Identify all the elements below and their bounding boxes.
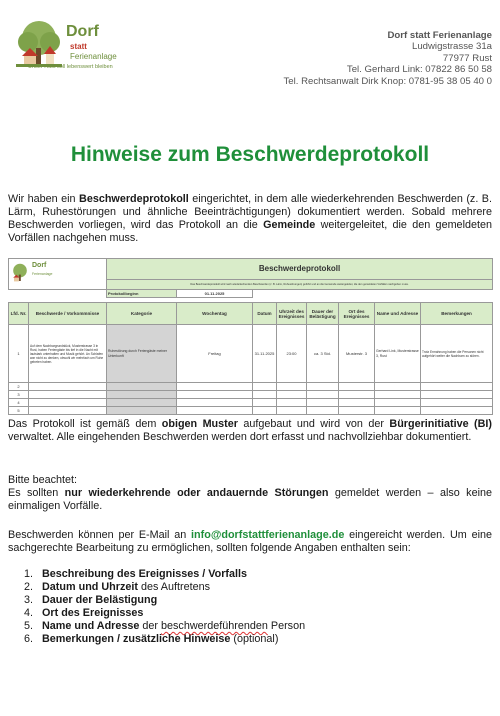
protocol-title: Beschwerdeprotokoll (107, 259, 493, 280)
logo-word-statt: statt (70, 42, 87, 51)
cell: Freitag (177, 325, 253, 383)
protocol-logo-cell (9, 259, 107, 290)
phone-link: Tel. Gerhard Link: 07822 86 50 58 (346, 64, 492, 76)
cell: 1 (9, 325, 29, 383)
col-header: Uhrzeit des Ereignisses (277, 303, 307, 325)
letterhead (0, 0, 500, 100)
email-paragraph (8, 529, 492, 555)
text: eingerichtet, in dem alle wiederkehrenden Beschwerden (z. B. Lärm, Ruhestörungen und ähnliche Beeinträchtigungen) dokumentiert werden. Sobald mehrere Beschwerden vorliegen, wird das Protokoll an die (8, 193, 492, 231)
list-item: 1. Beschreibung des Ereignisses / Vorfalls (24, 568, 248, 580)
bold-text: nur wiederkehrende oder andauernde Störungen (64, 487, 329, 499)
page-title: Hinweise zum Beschwerdeprotokoll (70, 143, 430, 166)
logo-word-dorf: Dorf (66, 23, 99, 40)
cell: Trotz Ermahnung haben die Personen nicht aufgehört weiter die Nachbarn zu stören. (421, 325, 493, 383)
cell: 5 (9, 407, 29, 415)
list-item: 2. Datum und Uhrzeit des Auftretens (24, 581, 211, 593)
table-row (9, 391, 493, 399)
protocol-begin-value: 01.11.2025 (177, 290, 253, 298)
table-row (9, 383, 493, 391)
bold-text: Beschwerdeprotokoll (79, 193, 189, 205)
col-header: Dauer der Belästigung (307, 303, 339, 325)
protocol-subtitle: Das Beschwerdeprotokoll wird nach wiederkehrenden Beschwerden (z. B. Lärm, Ruhestörungen) geführt und an die Gemeinde weitergeleitet, die den gemeldeten Vorfällen nachgehen muss. (107, 279, 493, 289)
city: 77977 Rust (442, 52, 492, 64)
cell: 31.11.2025 (253, 325, 277, 383)
cell: Musterstr. 3 (339, 325, 375, 383)
list-item: 4. Ort des Ereignisses (24, 607, 144, 619)
org-name: Dorf statt Ferienanlage (387, 30, 492, 41)
protocol-sample-table (8, 258, 492, 413)
col-header: Name und Adresse (375, 303, 421, 325)
list-item: 3. Dauer der Belästigung (24, 594, 158, 606)
logo-word-ferienanlage: Ferienanlage (70, 52, 117, 61)
text: gemeldet werden – also keine einmaligen Vorfälle. (8, 487, 492, 512)
intro-paragraph (8, 193, 492, 245)
cell: 23:00 (277, 325, 307, 383)
mini-logo-ferienanlage: Ferienanlage (32, 272, 53, 276)
sender-address (283, 30, 492, 87)
village-tree-icon (14, 20, 64, 68)
col-header: Wochentag (177, 303, 253, 325)
text: aufgebaut und wird von der (237, 418, 390, 430)
logo-slogan: Unser Rust soll lebenswert bleiben (28, 64, 113, 70)
bi-paragraph (8, 418, 492, 444)
notice-heading: Bitte beachtet: (8, 474, 78, 486)
col-header: Bemerkungen (421, 303, 493, 325)
table-row (9, 325, 493, 383)
list-item: 5. Name und Adresse der beschwerdeführenden Person (24, 620, 306, 632)
text: Beschwerden können per E-Mail an (8, 529, 192, 541)
street: Ludwigstrasse 31a (412, 41, 492, 53)
table-row (9, 399, 493, 407)
text: verwaltet. Alle eingehenden Beschwerden werden dort erfasst und nachvollziehbar dokumentiert. (8, 431, 472, 443)
list-item: 6. Bemerkungen / zusätzliche Hinweise (optional) (24, 633, 279, 645)
mini-logo-dorf: Dorf (32, 262, 47, 269)
cell: 2 (9, 383, 29, 391)
bold-text: obigen Muster (161, 418, 238, 430)
text: Wir haben ein (8, 193, 80, 205)
cell: ca. 3 Std. (307, 325, 339, 383)
cell: Auf dem Nachbargrundstück, Musterstrasse 3 in Rust, haben Feriengäste bis tief in die Nacht mit lautstark unterhalten und Musik gehört. An Schlafen war nicht zu denken, obwohl wir mehrfach um Ruhe gebeten haben. (29, 325, 107, 383)
bold-text: Bürgerinitiative (BI) (389, 418, 493, 430)
col-header: Ort des Ereignisses (339, 303, 375, 325)
col-header: Datum (253, 303, 277, 325)
phone-lawyer: Tel. Rechtsanwalt Dirk Knop: 0781-95 38 05 40 0 (283, 75, 492, 87)
logo (14, 20, 124, 82)
col-header: Beschwerde / Vorkommnisse (29, 303, 107, 325)
email-link[interactable]: info@dorfstattferienanlage.de (191, 529, 345, 541)
cell: Gerhard Link, Musterstrasse 3, Rust (375, 325, 421, 383)
protocol-begin-label: Protokollbeginn (107, 290, 177, 298)
text: weitergeleitet, die den gemeldeten Vorfällen nachgehen muss. (8, 219, 492, 244)
cell: 3 (9, 391, 29, 399)
text: Es sollten (8, 487, 65, 499)
col-header: Kategorie (107, 303, 177, 325)
table-row (9, 407, 493, 415)
notice-paragraph (8, 474, 492, 513)
bold-text: Gemeinde (263, 219, 316, 231)
text: eingereicht werden. Um eine sachgerechte Bearbeitung zu ermöglichen, sollten folgende Angaben enthalten sein: (8, 529, 492, 554)
cell: 4 (9, 399, 29, 407)
mini-tree-icon (10, 263, 30, 283)
col-header: Lfd. Nr. (9, 303, 29, 325)
required-info-list (24, 568, 484, 646)
text: Das Protokoll ist gemäß dem (8, 418, 162, 430)
cell: Ruhestörung durch Feriengäste meiner Unterkunft (107, 325, 177, 383)
